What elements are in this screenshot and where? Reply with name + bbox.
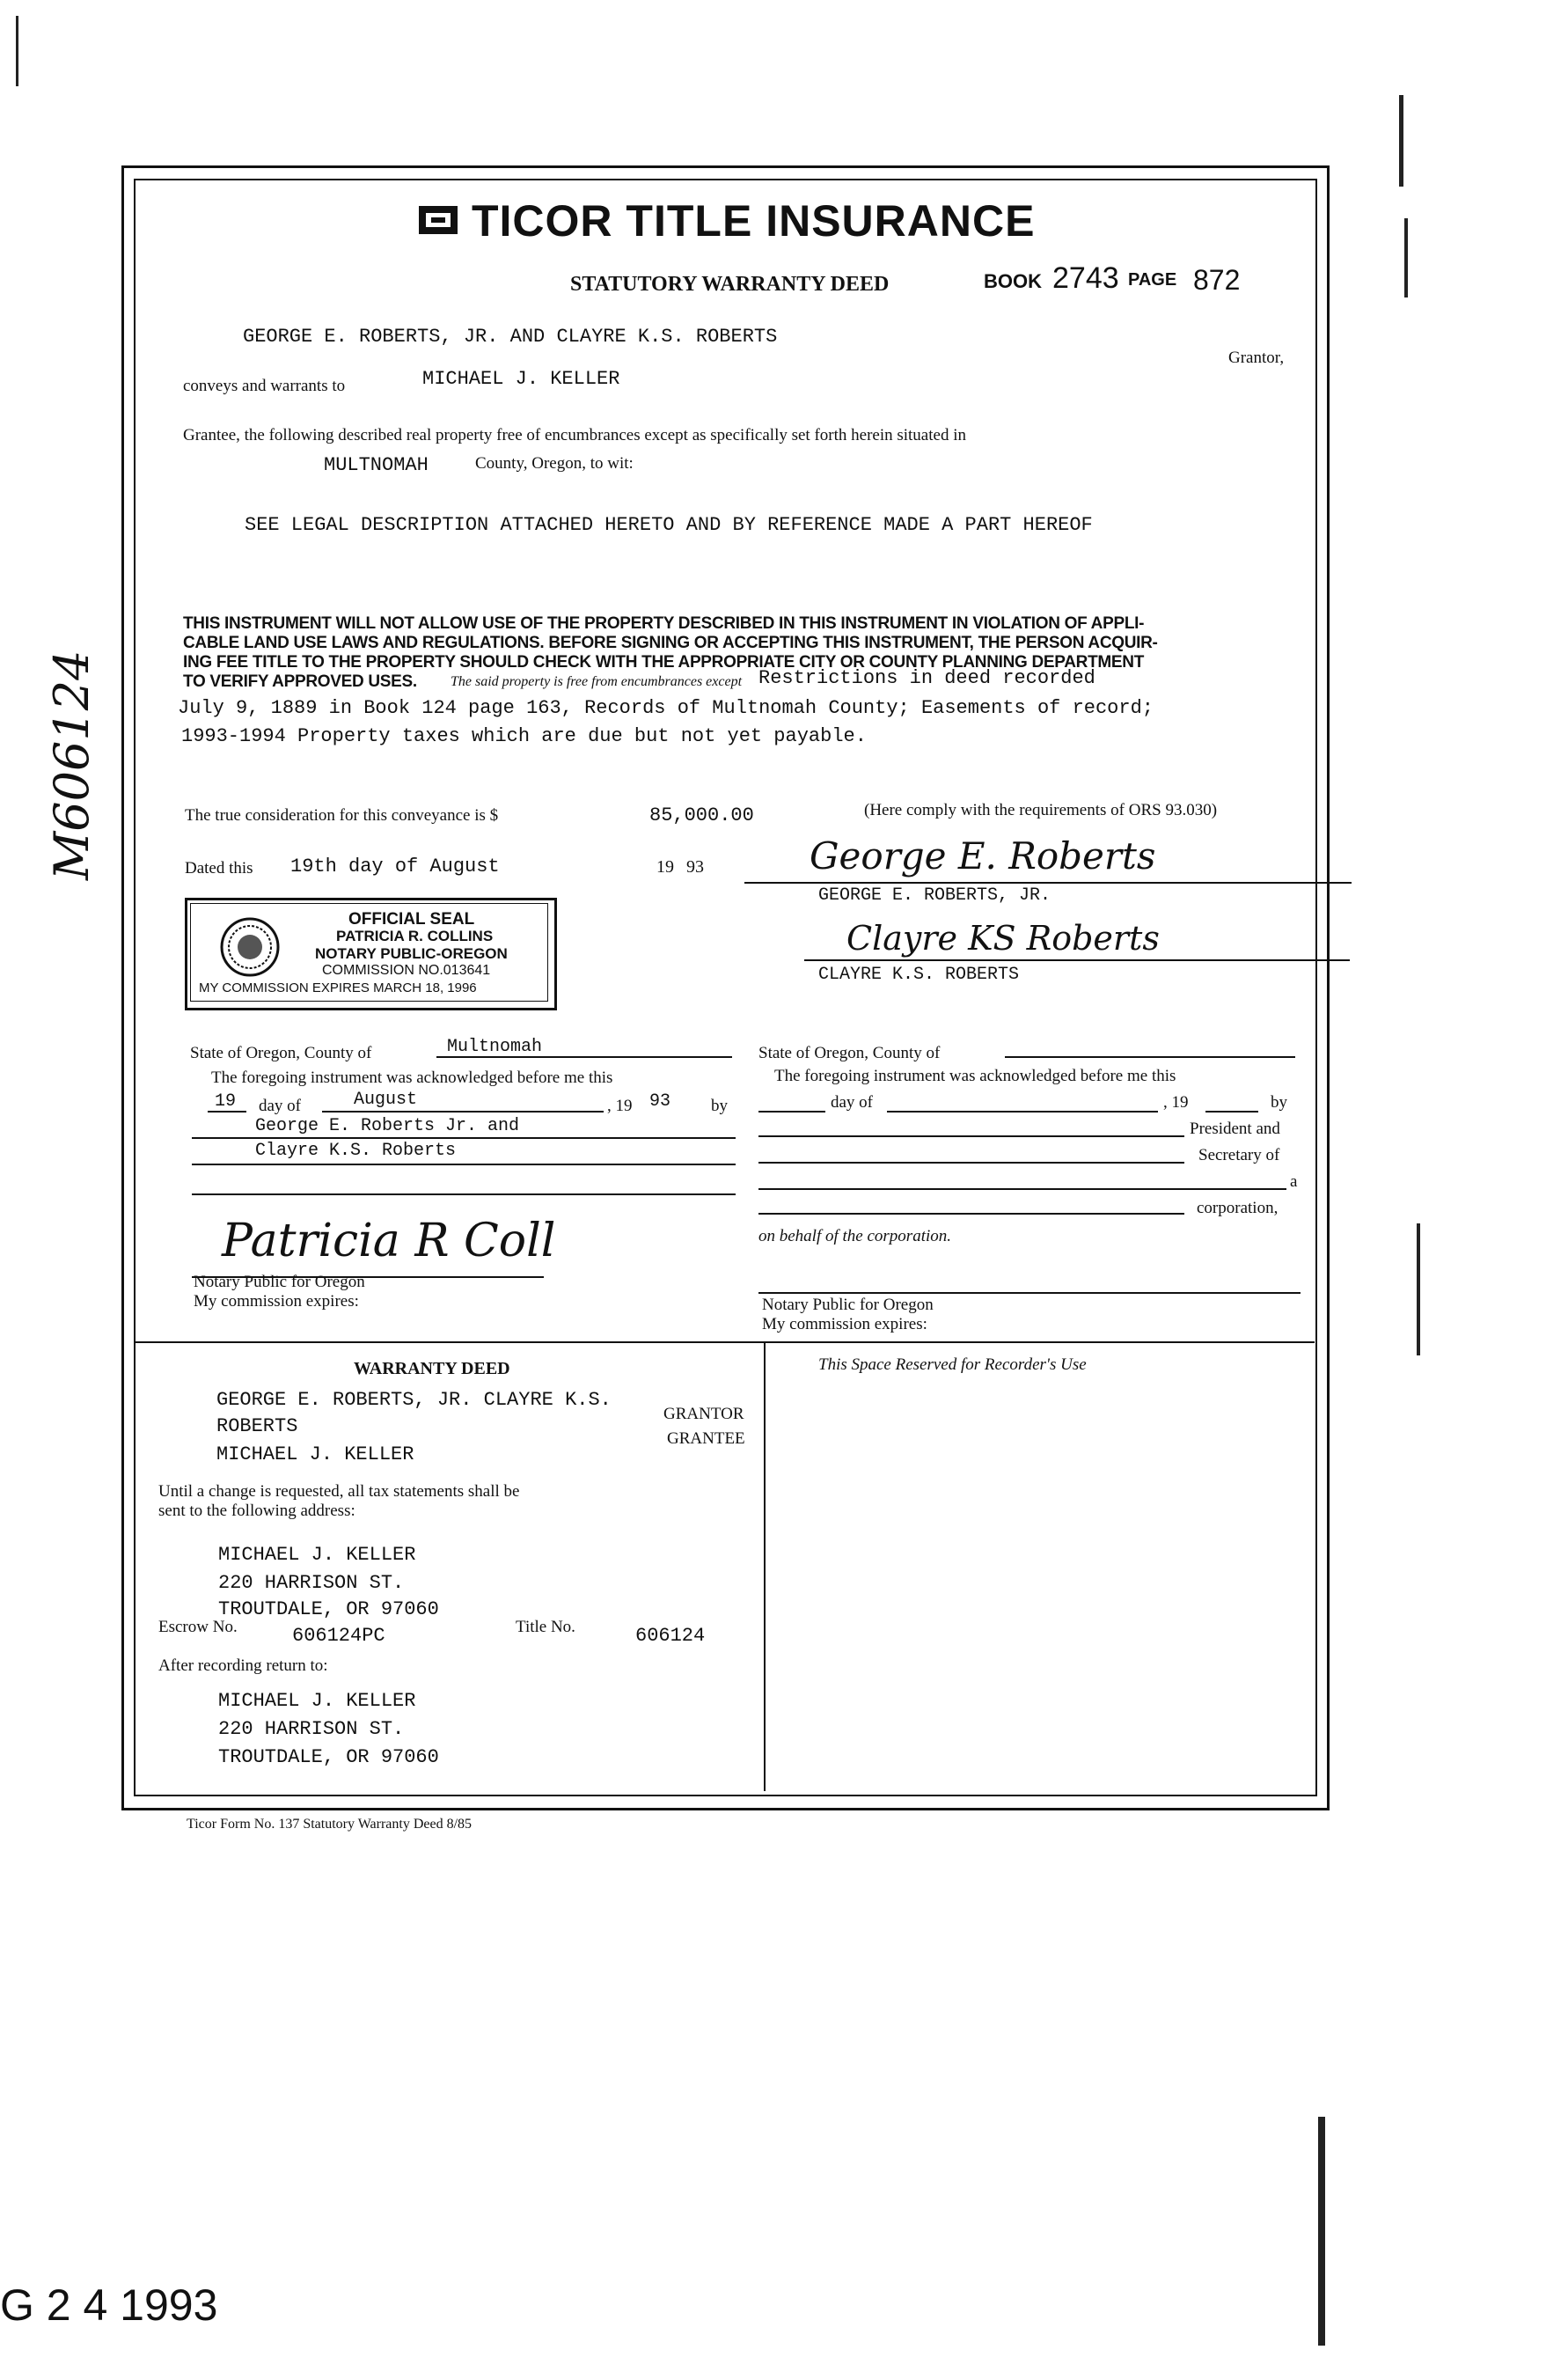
ack-right-commission-label: My commission expires: [762,1315,927,1333]
ack-right-foregoing: The foregoing instrument was acknowledged before me this [774,1067,1176,1085]
ack-left-year-prefix: , 19 [607,1097,633,1115]
document-title: STATUTORY WARRANTY DEED [570,273,890,296]
ack-left-commission-label: My commission expires: [194,1292,359,1311]
ack-right-behalf: on behalf of the corporation. [758,1227,952,1245]
ack-right-secretary: Secretary of [1198,1146,1280,1164]
ticor-logo-icon [414,201,463,239]
tax-address-city: TROUTDALE, OR 97060 [218,1598,439,1620]
ack-left-day: 19 [215,1091,237,1112]
tax-address-street: 220 HARRISON ST. [218,1572,405,1594]
dated-day: 19th day of August [290,856,500,878]
page-number: 872 [1193,264,1241,296]
scan-mark [16,16,18,86]
restrictions-line-1: Restrictions in deed recorded [758,667,1095,689]
recorder-section-divider [136,1341,1315,1343]
ack-left-name-line-2 [192,1164,736,1165]
ack-right-president: President and [1190,1120,1280,1138]
signature-line-1 [744,882,1352,884]
recorder-reserved-label: This Space Reserved for Recorder's Use [818,1355,1087,1374]
ack-right-president-line [758,1135,1184,1137]
ack-right-state-label: State of Oregon, County of [758,1044,941,1062]
seal-line-1: OFFICIAL SEAL [348,910,475,929]
escrow-number: 606124PC [292,1625,385,1647]
grantor-signature-2: Clayre KS Roberts [846,919,1160,958]
ack-right-a-line [758,1188,1286,1190]
ack-left-county-line [436,1056,732,1058]
ack-left-blank-line [192,1193,736,1195]
notice-line-4: TO VERIFY APPROVED USES. [183,672,417,691]
recorder-title: WARRANTY DEED [354,1359,510,1378]
brand-logo [414,201,463,244]
return-address-name: MICHAEL J. KELLER [218,1690,416,1712]
book-number: 2743 [1052,261,1119,295]
ack-right-county-line [1005,1056,1295,1058]
notary-signature: Patricia R Coll [222,1215,556,1267]
ack-right-year: , 19 [1163,1093,1189,1112]
ors-note: (Here comply with the requirements of ORS 93.030) [864,801,1218,819]
county-name: MULTNOMAH [324,454,429,476]
grantor-names: GEORGE E. ROBERTS, JR. AND CLAYRE K.S. ROBERTS [243,326,778,348]
ack-left-name-2: Clayre K.S. Roberts [255,1141,457,1161]
seal-line-4: COMMISSION NO.013641 [322,963,491,978]
recorder-grantor-line-1: GEORGE E. ROBERTS, JR. CLAYRE K.S. [216,1389,612,1411]
ack-right-corporation: corporation, [1197,1199,1279,1217]
return-address-street: 220 HARRISON ST. [218,1718,405,1740]
tax-note-line-1: Until a change is requested, all tax statements shall be [158,1482,520,1501]
seal-line-3: NOTARY PUBLIC-OREGON [315,945,508,962]
ack-left-day-of: day of [259,1097,302,1115]
grantor-printed-1: GEORGE E. ROBERTS, JR. [818,885,1051,906]
recorder-grantee-line: MICHAEL J. KELLER [216,1443,414,1465]
conveys-label: conveys and warrants to [183,377,346,395]
restrictions-line-3: 1993-1994 Property taxes which are due but not yet payable. [181,725,867,747]
title-no-label: Title No. [516,1618,575,1636]
ack-left-notary-label: Notary Public for Oregon [194,1273,365,1291]
notice-line-3: ING FEE TITLE TO THE PROPERTY SHOULD CHECK WITH THE APPROPRIATE CITY OR COUNTY PLANNING DEPARTMENT [183,653,1145,672]
ack-left-county: Multnomah [447,1037,543,1057]
scan-mark [1404,218,1408,297]
ack-right-year-line [1205,1111,1258,1113]
ack-right-day-of: day of [831,1093,874,1112]
ack-left-by: by [711,1097,728,1115]
scan-mark [1417,1223,1420,1355]
seal-line-2: PATRICIA R. COLLINS [336,928,494,944]
title-number: 606124 [635,1625,706,1647]
recorder-grantor-line-2: ROBERTS [216,1415,298,1437]
return-label: After recording return to: [158,1656,328,1675]
restrictions-line-2: July 9, 1889 in Book 124 page 163, Records of Multnomah County; Easements of record; [178,697,1154,719]
ack-left-name-line-1 [192,1137,736,1139]
notice-line-1: THIS INSTRUMENT WILL NOT ALLOW USE OF THE PROPERTY DESCRIBED IN THIS INSTRUMENT IN VIOLATION OF APPLI- [183,614,1145,633]
dated-year: 93 [686,857,704,877]
recorder-grantor-tag: GRANTOR [663,1405,744,1423]
form-footer: Ticor Form No. 137 Statutory Warranty Deed 8/85 [187,1817,473,1832]
grantor-signature-1: George E. Roberts [810,834,1156,878]
ack-right-a: a [1290,1172,1298,1191]
consideration-label: The true consideration for this conveyance is $ [185,806,499,825]
ack-left-name-1: George E. Roberts Jr. and [255,1116,520,1136]
ack-right-secretary-line [758,1162,1184,1164]
page-label: PAGE [1128,270,1177,290]
brand-name: TICOR TITLE INSURANCE [472,196,1036,246]
notice-line-2: CABLE LAND USE LAWS AND REGULATIONS. BEFORE SIGNING OR ACCEPTING THIS INSTRUMENT, THE PERSON ACQUIR- [183,634,1158,652]
ack-left-day-line [208,1111,246,1113]
grantee-name: MICHAEL J. KELLER [422,368,620,390]
grantor-printed-2: CLAYRE K.S. ROBERTS [818,965,1020,985]
county-suffix: County, Oregon, to wit: [475,454,634,473]
state-seal-icon [218,915,282,979]
tax-note-line-2: sent to the following address: [158,1502,355,1520]
grantee-clause: Grantee, the following described real property free of encumbrances except as specifically set forth herein situated in [183,426,966,444]
ack-right-day-line [758,1111,825,1113]
scan-mark [1399,95,1403,187]
ack-right-month-line [887,1111,1158,1113]
received-date-stamp: G 2 4 1993 [0,2280,218,2330]
seal-emblem [218,915,282,983]
dated-year-prefix: 19 [656,857,674,877]
ack-left-state-label: State of Oregon, County of [190,1044,372,1062]
escrow-label: Escrow No. [158,1618,238,1636]
ack-left-month: August [354,1090,418,1110]
free-clause: The said property is free from encumbrances except [451,674,743,689]
consideration-amount: 85,000.00 [649,804,754,826]
legal-description: SEE LEGAL DESCRIPTION ATTACHED HERETO AND BY REFERENCE MADE A PART HEREOF [245,514,1093,536]
return-address-city: TROUTDALE, OR 97060 [218,1746,439,1768]
recorder-grantee-tag: GRANTEE [667,1429,745,1448]
ack-right-by: by [1271,1093,1287,1112]
ack-right-corporation-line [758,1213,1184,1215]
ack-left-month-line [322,1111,604,1113]
ack-right-notary-line [758,1292,1301,1294]
grantor-label: Grantor, [1228,349,1285,367]
seal-line-5: MY COMMISSION EXPIRES MARCH 18, 1996 [199,980,477,995]
ack-left-year: 93 [649,1091,671,1112]
dated-label: Dated this [185,859,253,878]
ack-right-notary-label: Notary Public for Oregon [762,1296,934,1314]
book-label: BOOK [984,270,1042,292]
tax-address-name: MICHAEL J. KELLER [218,1544,416,1566]
ack-left-foregoing: The foregoing instrument was acknowledged before me this [211,1069,613,1087]
signature-line-2 [804,959,1350,961]
recorder-column-divider [764,1342,766,1791]
scan-mark [1318,2117,1325,2346]
margin-handwritten-number: M606124 [44,650,99,880]
